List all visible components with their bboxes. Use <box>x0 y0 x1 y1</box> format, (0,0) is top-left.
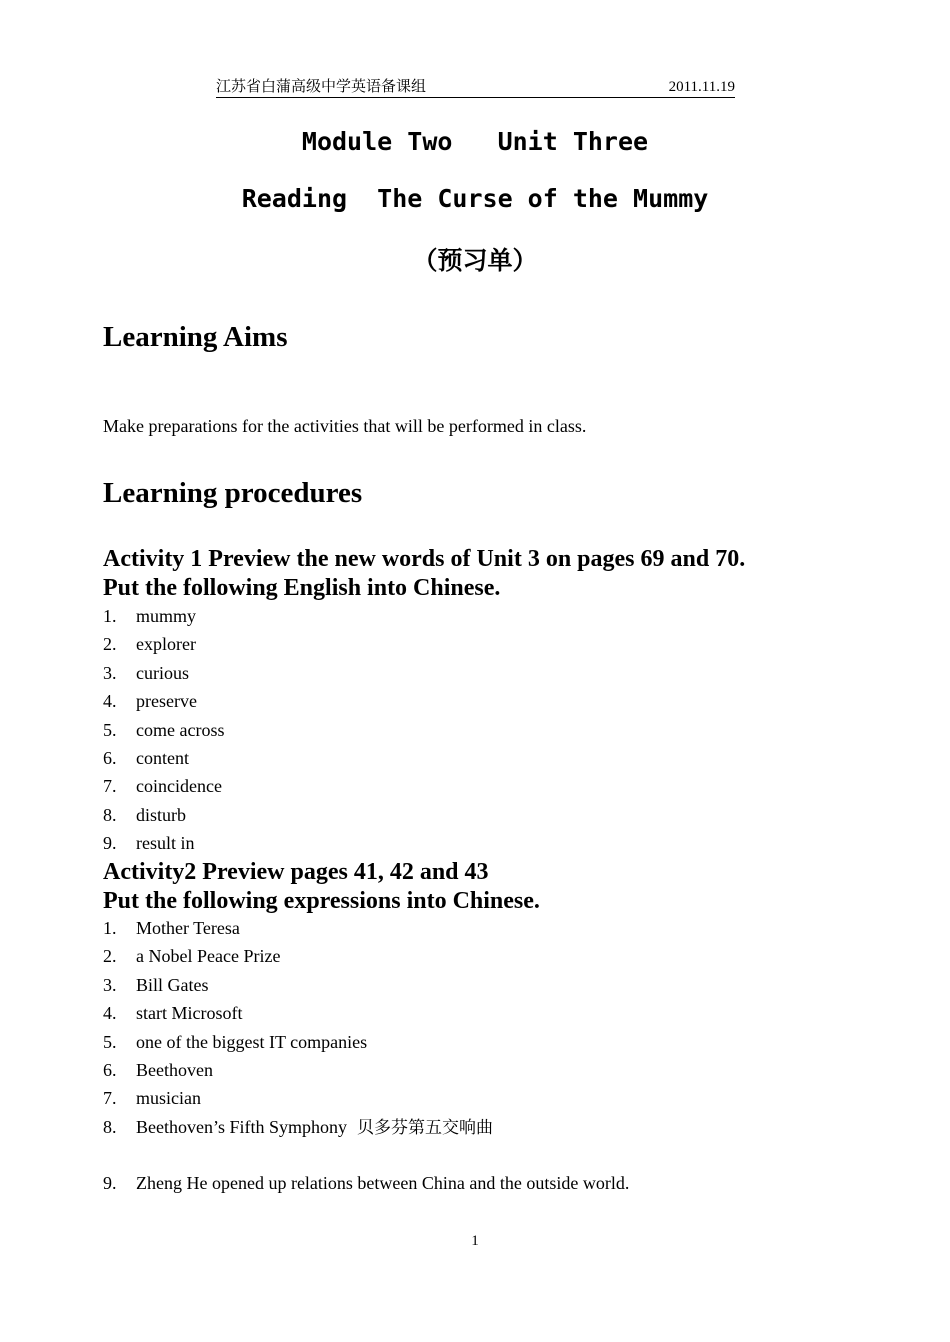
list-item <box>103 1028 629 1056</box>
item-number: 8. <box>103 1116 117 1137</box>
item-number: 3. <box>103 662 117 683</box>
list-item <box>103 772 224 800</box>
list-item <box>103 1169 629 1197</box>
item-number: 5. <box>103 719 117 740</box>
item-text: curious <box>136 662 189 683</box>
title-preview-sheet: （预习单） <box>412 246 538 275</box>
list-item <box>103 971 629 999</box>
page-header <box>216 77 735 98</box>
list-item <box>103 602 224 630</box>
item-number: 7. <box>103 776 117 797</box>
activity1-heading <box>103 545 745 603</box>
list-item <box>103 829 224 857</box>
item-text: coincidence <box>136 776 222 797</box>
learning-aims-heading: Learning Aims <box>103 321 288 353</box>
activity1-heading-line1: Activity 1 Preview the new words of Unit 3 on pages 69 and 70. <box>103 546 746 572</box>
learning-procedures-heading: Learning procedures <box>103 477 363 509</box>
item-number: 7. <box>103 1088 117 1109</box>
item-text: one of the biggest IT companies <box>136 1031 368 1052</box>
list-item <box>103 999 629 1027</box>
item-text: Bill Gates <box>136 974 209 995</box>
item-number: 4. <box>103 691 117 712</box>
item-text: Beethoven’s Fifth Symphony <box>136 1116 347 1137</box>
header-date: 2011.11.19 <box>668 79 735 95</box>
list-item <box>103 942 629 970</box>
item-text: mummy <box>136 606 197 626</box>
item-number: 9. <box>103 833 117 854</box>
item-text: Zheng He opened up relations between China and the outside world. <box>136 1173 630 1194</box>
item-text: start Microsoft <box>136 1003 243 1024</box>
item-text: a Nobel Peace Prize <box>136 946 281 967</box>
list-item <box>103 1113 629 1141</box>
item-number: 6. <box>103 747 117 768</box>
list-item <box>103 1056 629 1084</box>
item-text: result in <box>136 833 195 854</box>
item-text: Mother Teresa <box>136 918 240 938</box>
list-item <box>103 801 224 829</box>
item-text: disturb <box>136 804 187 825</box>
item-text: explorer <box>136 634 196 655</box>
title-reading: Reading The Curse of the Mummy <box>241 184 709 213</box>
item-number: 1. <box>103 606 117 626</box>
item-text: Beethoven <box>136 1059 213 1080</box>
list-item <box>103 914 629 942</box>
item-text: content <box>136 747 189 768</box>
activity2-expression-list <box>103 914 629 1198</box>
activity1-word-list <box>103 602 224 858</box>
item-number: 9. <box>103 1173 117 1194</box>
activity1-heading-line2: Put the following English into Chinese. <box>103 575 501 601</box>
list-item <box>103 659 224 687</box>
item-number: 3. <box>103 974 117 995</box>
page-number: 1 <box>471 1233 479 1249</box>
list-item <box>103 687 224 715</box>
title-module-unit: Module Two Unit Three <box>301 127 649 156</box>
list-item <box>103 716 224 744</box>
item-number: 1. <box>103 918 117 938</box>
item-text: preserve <box>136 691 197 712</box>
list-item <box>103 744 224 772</box>
item-translation: 贝多芬第五交响曲 <box>357 1117 493 1138</box>
item-text: come across <box>136 719 225 740</box>
item-number: 6. <box>103 1059 117 1080</box>
item-text: musician <box>136 1088 201 1109</box>
item-number: 5. <box>103 1031 117 1052</box>
item-number: 2. <box>103 634 117 655</box>
item-number: 4. <box>103 1003 117 1024</box>
list-item <box>103 1084 629 1112</box>
activity2-heading <box>103 858 540 916</box>
activity2-heading-line1: Activity2 Preview pages 41, 42 and 43 <box>103 859 489 885</box>
item-number: 8. <box>103 804 117 825</box>
list-item <box>103 630 224 658</box>
activity2-heading-line2: Put the following expressions into Chinese. <box>103 888 540 914</box>
item-number: 2. <box>103 946 117 967</box>
learning-aims-text: Make preparations for the activities that will be performed in class. <box>103 416 587 436</box>
header-school-group: 江苏省白蒲高级中学英语备课组 <box>216 79 427 95</box>
